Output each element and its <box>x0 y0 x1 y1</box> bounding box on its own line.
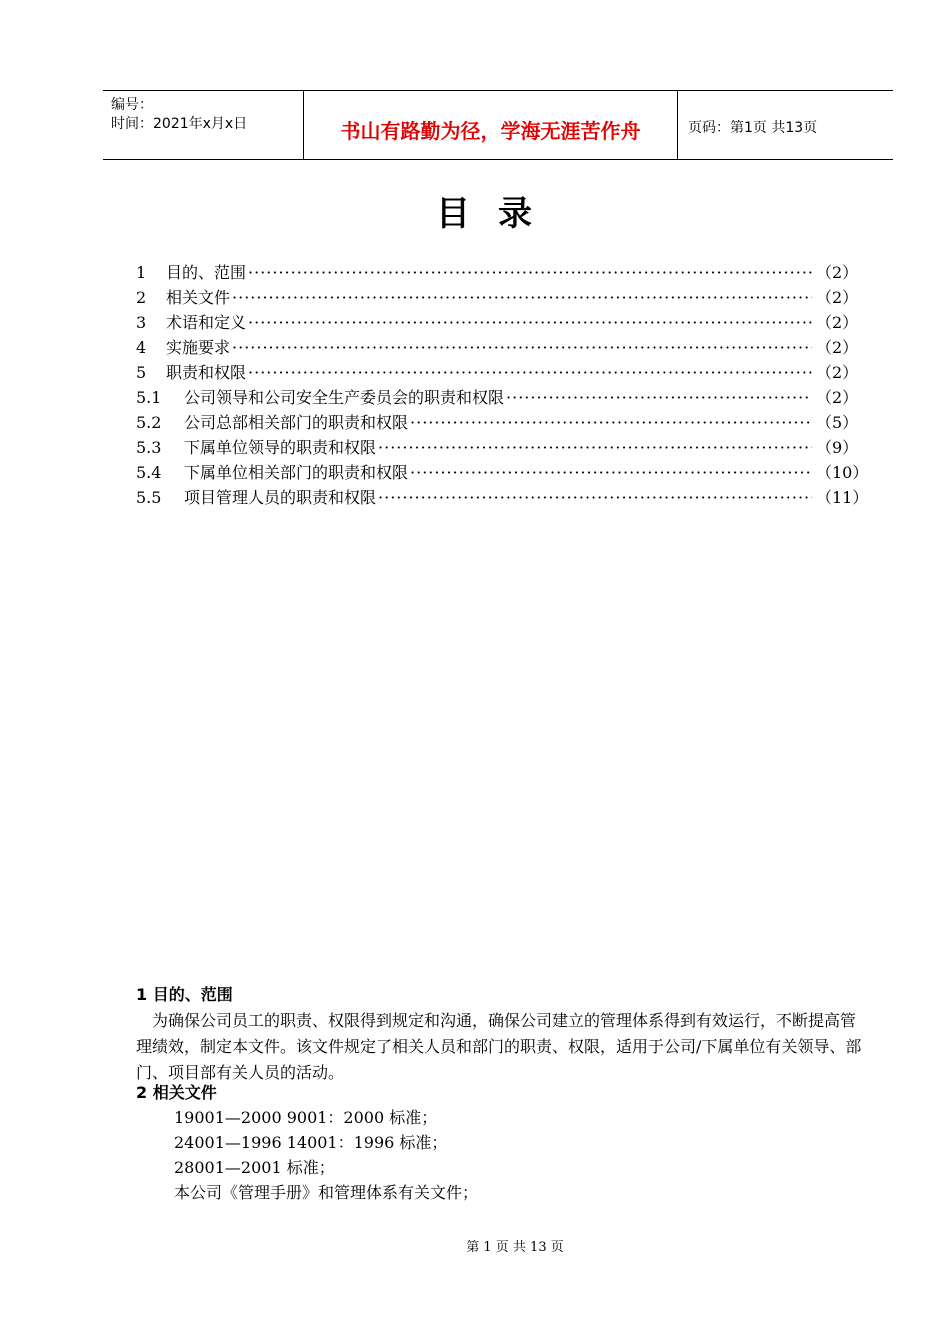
section-related-documents <box>136 1081 866 1205</box>
section-heading: 2 相关文件 <box>136 1083 217 1102</box>
toc-entry-page: （2） <box>816 338 859 357</box>
footer-page-number: 第 1 页 共 13 页 <box>466 1240 564 1255</box>
toc-entry-page: （2） <box>816 363 859 382</box>
section-heading: 1 目的、范围 <box>136 985 233 1004</box>
toc-entry[interactable] <box>136 435 859 460</box>
toc-entry-number: 3 <box>136 313 147 332</box>
section-purpose-scope <box>136 982 866 1086</box>
header-page-cell <box>678 91 893 159</box>
toc-entry[interactable] <box>136 260 859 285</box>
document-time-label: 时间：2021年x月x日 <box>111 116 248 132</box>
toc-entry[interactable] <box>136 460 869 485</box>
toc-entry-title: 实施要求 <box>166 338 231 357</box>
toc-entry-page: （5） <box>816 413 859 432</box>
toc-entry[interactable] <box>136 285 859 310</box>
toc-leader-dots <box>248 260 812 285</box>
toc-entry-title: 下属单位相关部门的职责和权限 <box>184 463 409 482</box>
document-header <box>103 90 893 160</box>
toc-entry[interactable] <box>136 335 859 360</box>
header-motto-cell <box>304 91 678 159</box>
toc-entry-title: 公司领导和公司安全生产委员会的职责和权限 <box>184 388 505 407</box>
toc-entry-number: 1 <box>136 263 147 282</box>
toc-title: 目录 <box>436 194 560 234</box>
toc-entry[interactable] <box>136 410 859 435</box>
reference-item: 28001—2001 标准； <box>174 1158 335 1177</box>
toc-leader-dots <box>232 335 812 360</box>
toc-entry-title: 目的、范围 <box>166 263 247 282</box>
toc-entry-title: 职责和权限 <box>166 363 247 382</box>
toc-leader-dots <box>410 410 812 435</box>
reference-item: 19001—2000 9001：2000 标准； <box>174 1108 438 1127</box>
reference-item: 本公司《管理手册》和管理体系有关文件； <box>174 1183 479 1202</box>
toc-leader-dots <box>378 435 812 460</box>
toc-leader-dots <box>248 360 812 385</box>
toc-entry-page: （2） <box>816 288 859 307</box>
toc-leader-dots <box>378 485 812 510</box>
toc-entry-page: （10） <box>816 463 869 482</box>
toc-leader-dots <box>232 285 812 310</box>
section-paragraph: 为确保公司员工的职责、权限得到规定和沟通，确保公司建立的管理体系得到有效运行，不断提高管理绩效，制定本文件。该文件规定了相关人员和部门的职责、权限，适用于公司/下属单位有关领导、部门、项目部有关人员的活动。 <box>136 1011 862 1082</box>
toc-entry-title: 下属单位领导的职责和权限 <box>184 438 377 457</box>
header-page-info: 页码：第1页 共13页 <box>688 120 818 136</box>
toc-leader-dots <box>506 385 812 410</box>
reference-item: 24001—1996 14001：1996 标准； <box>174 1133 448 1152</box>
toc-entry-number: 5.2 <box>136 413 162 432</box>
toc-entry[interactable] <box>136 385 859 410</box>
toc-entry-page: （9） <box>816 438 859 457</box>
page-footer <box>0 1236 950 1255</box>
toc-leader-dots <box>410 460 812 485</box>
toc-entry-number: 5.1 <box>136 388 162 407</box>
table-of-contents <box>136 260 869 510</box>
toc-entry-page: （2） <box>816 263 859 282</box>
toc-entry-number: 5.3 <box>136 438 162 457</box>
toc-entry-number: 2 <box>136 288 147 307</box>
toc-entry-title: 相关文件 <box>166 288 231 307</box>
toc-entry-page: （2） <box>816 388 859 407</box>
header-motto: 书山有路勤为径，学海无涯苦作舟 <box>340 119 641 143</box>
toc-entry[interactable] <box>136 310 859 335</box>
toc-entry-title: 项目管理人员的职责和权限 <box>184 488 377 507</box>
toc-entry-title: 术语和定义 <box>166 313 247 332</box>
toc-entry-number: 5 <box>136 363 147 382</box>
toc-entry[interactable] <box>136 485 869 510</box>
toc-leader-dots <box>248 310 812 335</box>
toc-entry[interactable] <box>136 360 859 385</box>
toc-entry-number: 5.5 <box>136 488 162 507</box>
document-number-label: 编号： <box>111 97 153 113</box>
toc-entry-title: 公司总部相关部门的职责和权限 <box>184 413 409 432</box>
header-meta-cell <box>103 91 304 159</box>
toc-entry-number: 5.4 <box>136 463 162 482</box>
toc-entry-number: 4 <box>136 338 147 357</box>
toc-entry-page: （2） <box>816 313 859 332</box>
toc-entry-page: （11） <box>816 488 869 507</box>
